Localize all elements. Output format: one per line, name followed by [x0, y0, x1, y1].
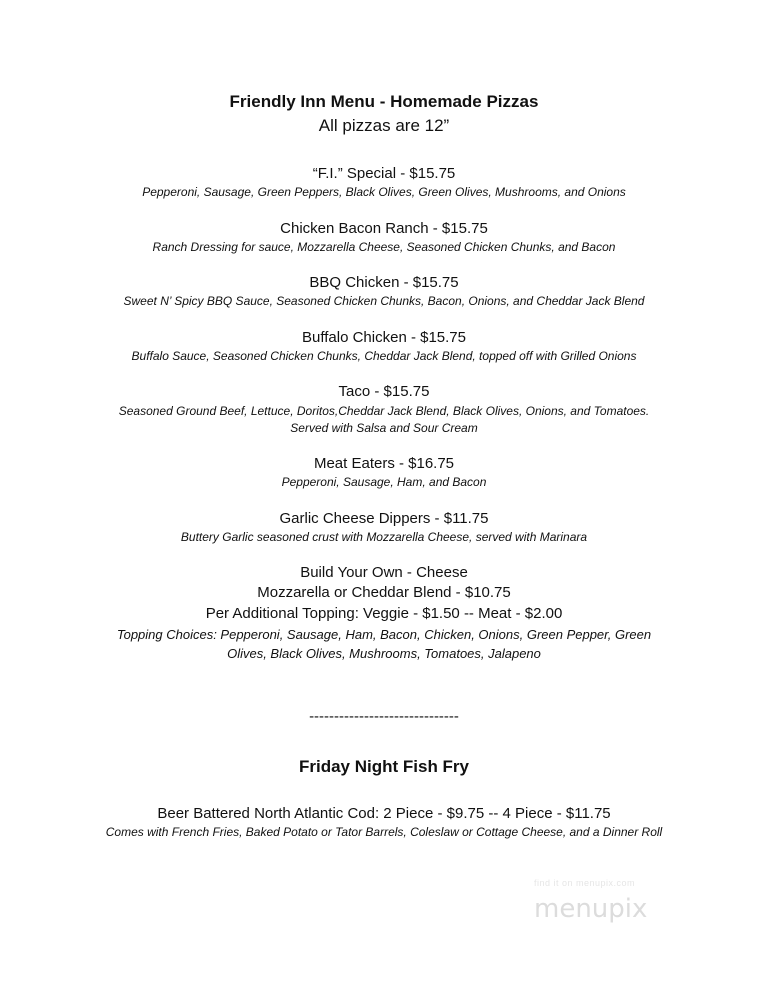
- page-subtitle: All pizzas are 12”: [318, 116, 450, 135]
- menu-item-name: Buffalo Chicken - $15.75: [302, 329, 466, 346]
- watermark-tagline: find it on menupix.com: [534, 878, 636, 888]
- fish-fry-description: Comes with French Fries, Baked Potato or Tator Barrels, Coleslaw or Cottage Cheese, and a Dinner Roll: [105, 825, 663, 839]
- menupix-watermark: [524, 872, 694, 932]
- menu-item-description: Sweet N’ Spicy BBQ Sauce, Seasoned Chicken Chunks, Bacon, Onions, and Cheddar Jack Blend: [123, 294, 645, 308]
- menu-item-description: Ranch Dressing for sauce, Mozzarella Cheese, Seasoned Chicken Chunks, and Bacon: [152, 240, 616, 254]
- build-your-own-title: Build Your Own - Cheese: [300, 564, 468, 581]
- watermark-logo: menupix: [534, 894, 648, 924]
- menu-item-name: Taco - $15.75: [338, 383, 430, 400]
- menu-item-description: Buttery Garlic seasoned crust with Mozzarella Cheese, served with Marinara: [180, 530, 588, 544]
- build-your-own-topping-price: Per Additional Topping: Veggie - $1.50 -- Meat - $2.00: [205, 605, 563, 622]
- menu-item-description: Seasoned Ground Beef, Lettuce, Doritos,Cheddar Jack Blend, Black Olives, Onions, and Tomatoes.: [118, 404, 650, 418]
- page-title: Friendly Inn Menu - Homemade Pizzas: [229, 92, 539, 111]
- menu-item-description: Pepperoni, Sausage, Green Peppers, Black Olives, Green Olives, Mushrooms, and Onions: [142, 185, 626, 199]
- menu-item-name: Meat Eaters - $16.75: [313, 455, 455, 472]
- menu-item-description-line-2: Served with Salsa and Sour Cream: [290, 421, 478, 435]
- topping-choices-line-2: Olives, Black Olives, Mushrooms, Tomatoes, Jalapeno: [227, 646, 541, 661]
- menu-item-name: BBQ Chicken - $15.75: [309, 274, 459, 291]
- menu-item-name: Garlic Cheese Dippers - $11.75: [279, 510, 489, 527]
- menu-item-name: Chicken Bacon Ranch - $15.75: [280, 220, 488, 237]
- section-divider: ------------------------------: [309, 708, 459, 725]
- fish-fry-item: Beer Battered North Atlantic Cod: 2 Piece - $9.75 -- 4 Piece - $11.75: [157, 805, 611, 822]
- build-your-own-base-price: Mozzarella or Cheddar Blend - $10.75: [257, 584, 511, 601]
- fish-fry-title: Friday Night Fish Fry: [298, 757, 470, 776]
- menu-item-description: Pepperoni, Sausage, Ham, and Bacon: [281, 475, 487, 489]
- topping-choices-line-1: Topping Choices: Pepperoni, Sausage, Ham, Bacon, Chicken, Onions, Green Pepper, Green: [116, 627, 652, 642]
- menu-item-description: Buffalo Sauce, Seasoned Chicken Chunks, Cheddar Jack Blend, topped off with Grilled Onions: [131, 349, 637, 363]
- menu-item-name: “F.I.” Special - $15.75: [312, 165, 456, 182]
